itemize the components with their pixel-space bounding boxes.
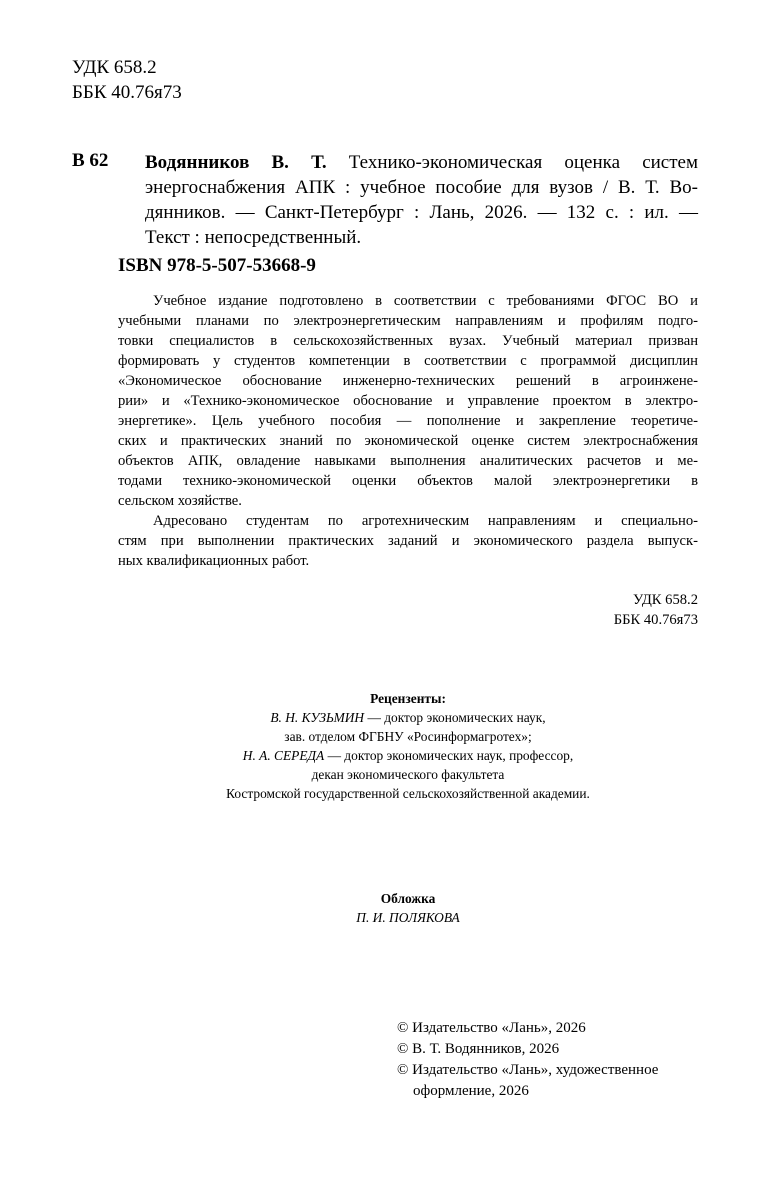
bib-line-1 xyxy=(145,150,698,175)
cover-credit xyxy=(118,889,698,927)
annotation-line: учебными планами по электроэнергетическим направлениям и профилям подго- xyxy=(118,313,698,329)
reviewer-2 xyxy=(118,746,698,765)
copyright-block xyxy=(397,1018,658,1102)
reviewer-2-position: декан экономического факультета xyxy=(311,767,505,782)
reviewer-2-affiliation: Костромской государственной сельскохозяйственной академии. xyxy=(226,786,590,801)
annotation-line: сельском хозяйстве. xyxy=(118,493,242,509)
reviewer-2-title: — доктор экономических наук, профессор, xyxy=(324,748,574,763)
cover-heading: Обложка xyxy=(380,891,436,906)
bibliographic-record xyxy=(145,150,698,250)
bbk-code: ББК 40.76я73 xyxy=(72,82,182,103)
classification-right xyxy=(500,590,698,630)
bib-author: Водянников В. Т. xyxy=(145,152,327,173)
author-mark: В 62 xyxy=(72,150,109,171)
reviewer-1-position: зав. отделом ФГБНУ «Росинформагротех»; xyxy=(284,729,532,744)
bib-line-3: дянников. — Санкт-Петербург : Лань, 2026. — 132 с. : ил. — xyxy=(145,202,698,223)
annotation-line: Адресовано студентам по агротехническим направлениям и специально- xyxy=(153,513,698,529)
cover-designer: П. И. ПОЛЯКОВА xyxy=(356,910,460,925)
annotation-line: формировать у студентов компетенции в соответствии с программой дисциплин xyxy=(118,353,698,369)
reviewer-1-name: В. Н. КУЗЬМИН xyxy=(270,710,365,725)
annotation-line: рии» и «Технико-экономическое обоснование и управление проектом в электро- xyxy=(118,393,698,409)
bbk-code-right: ББК 40.76я73 xyxy=(613,612,698,628)
annotation-line: объектов АПК, овладение навыками выполнения аналитических расчетов и ме- xyxy=(118,453,698,469)
annotation-line: Учебное издание подготовлено в соответствии с требованиями ФГОС ВО и xyxy=(153,293,698,309)
bib-line-2: энергоснабжения АПК : учебное пособие для вузов / В. Т. Во- xyxy=(145,177,698,198)
annotation-line: «Экономическое обоснование инженерно-технических решений в агроинжене- xyxy=(118,373,698,389)
copyright-line: © Издательство «Лань», художественное xyxy=(397,1062,659,1078)
annotation-line: ских и практических знаний по экономической оценке систем электроснабжения xyxy=(118,433,698,449)
bib-line-4: Текст : непосредственный. xyxy=(145,227,362,248)
classification-top xyxy=(72,55,182,105)
annotation-paragraph-2 xyxy=(118,511,698,571)
annotation-line: стям при выполнении практических заданий и экономического раздела выпуск- xyxy=(118,533,698,549)
udk-code: УДК 658.2 xyxy=(72,57,157,78)
udk-code-right: УДК 658.2 xyxy=(632,592,698,608)
copyright-line: © Издательство «Лань», 2026 xyxy=(397,1020,586,1036)
copyright-line: © В. Т. Водянников, 2026 xyxy=(397,1041,560,1057)
reviewer-2-name: Н. А. СЕРЕДА xyxy=(242,748,325,763)
annotation-paragraph-1 xyxy=(118,291,698,511)
annotation-line: тодами технико-экономической оценки объектов малой электроэнергетики в xyxy=(118,473,698,489)
annotation-line: энергетике». Цель учебного пособия — пополнение и закрепление теоретиче- xyxy=(118,413,698,429)
annotation-line: ных квалификационных работ. xyxy=(118,553,310,569)
annotation-line: товки специалистов в сельскохозяйственных вузах. Учебный материал призван xyxy=(118,333,698,349)
reviewers-heading: Рецензенты: xyxy=(370,691,446,706)
reviewer-1-title: — доктор экономических наук, xyxy=(364,710,546,725)
reviewers-block xyxy=(118,689,698,803)
annotation xyxy=(118,291,698,571)
copyright-line: оформление, 2026 xyxy=(413,1083,529,1099)
reviewer-1 xyxy=(118,708,698,727)
bib-title: Технико-экономическая оценка систем xyxy=(348,152,698,173)
isbn: ISBN 978-5-507-53668-9 xyxy=(118,255,316,276)
